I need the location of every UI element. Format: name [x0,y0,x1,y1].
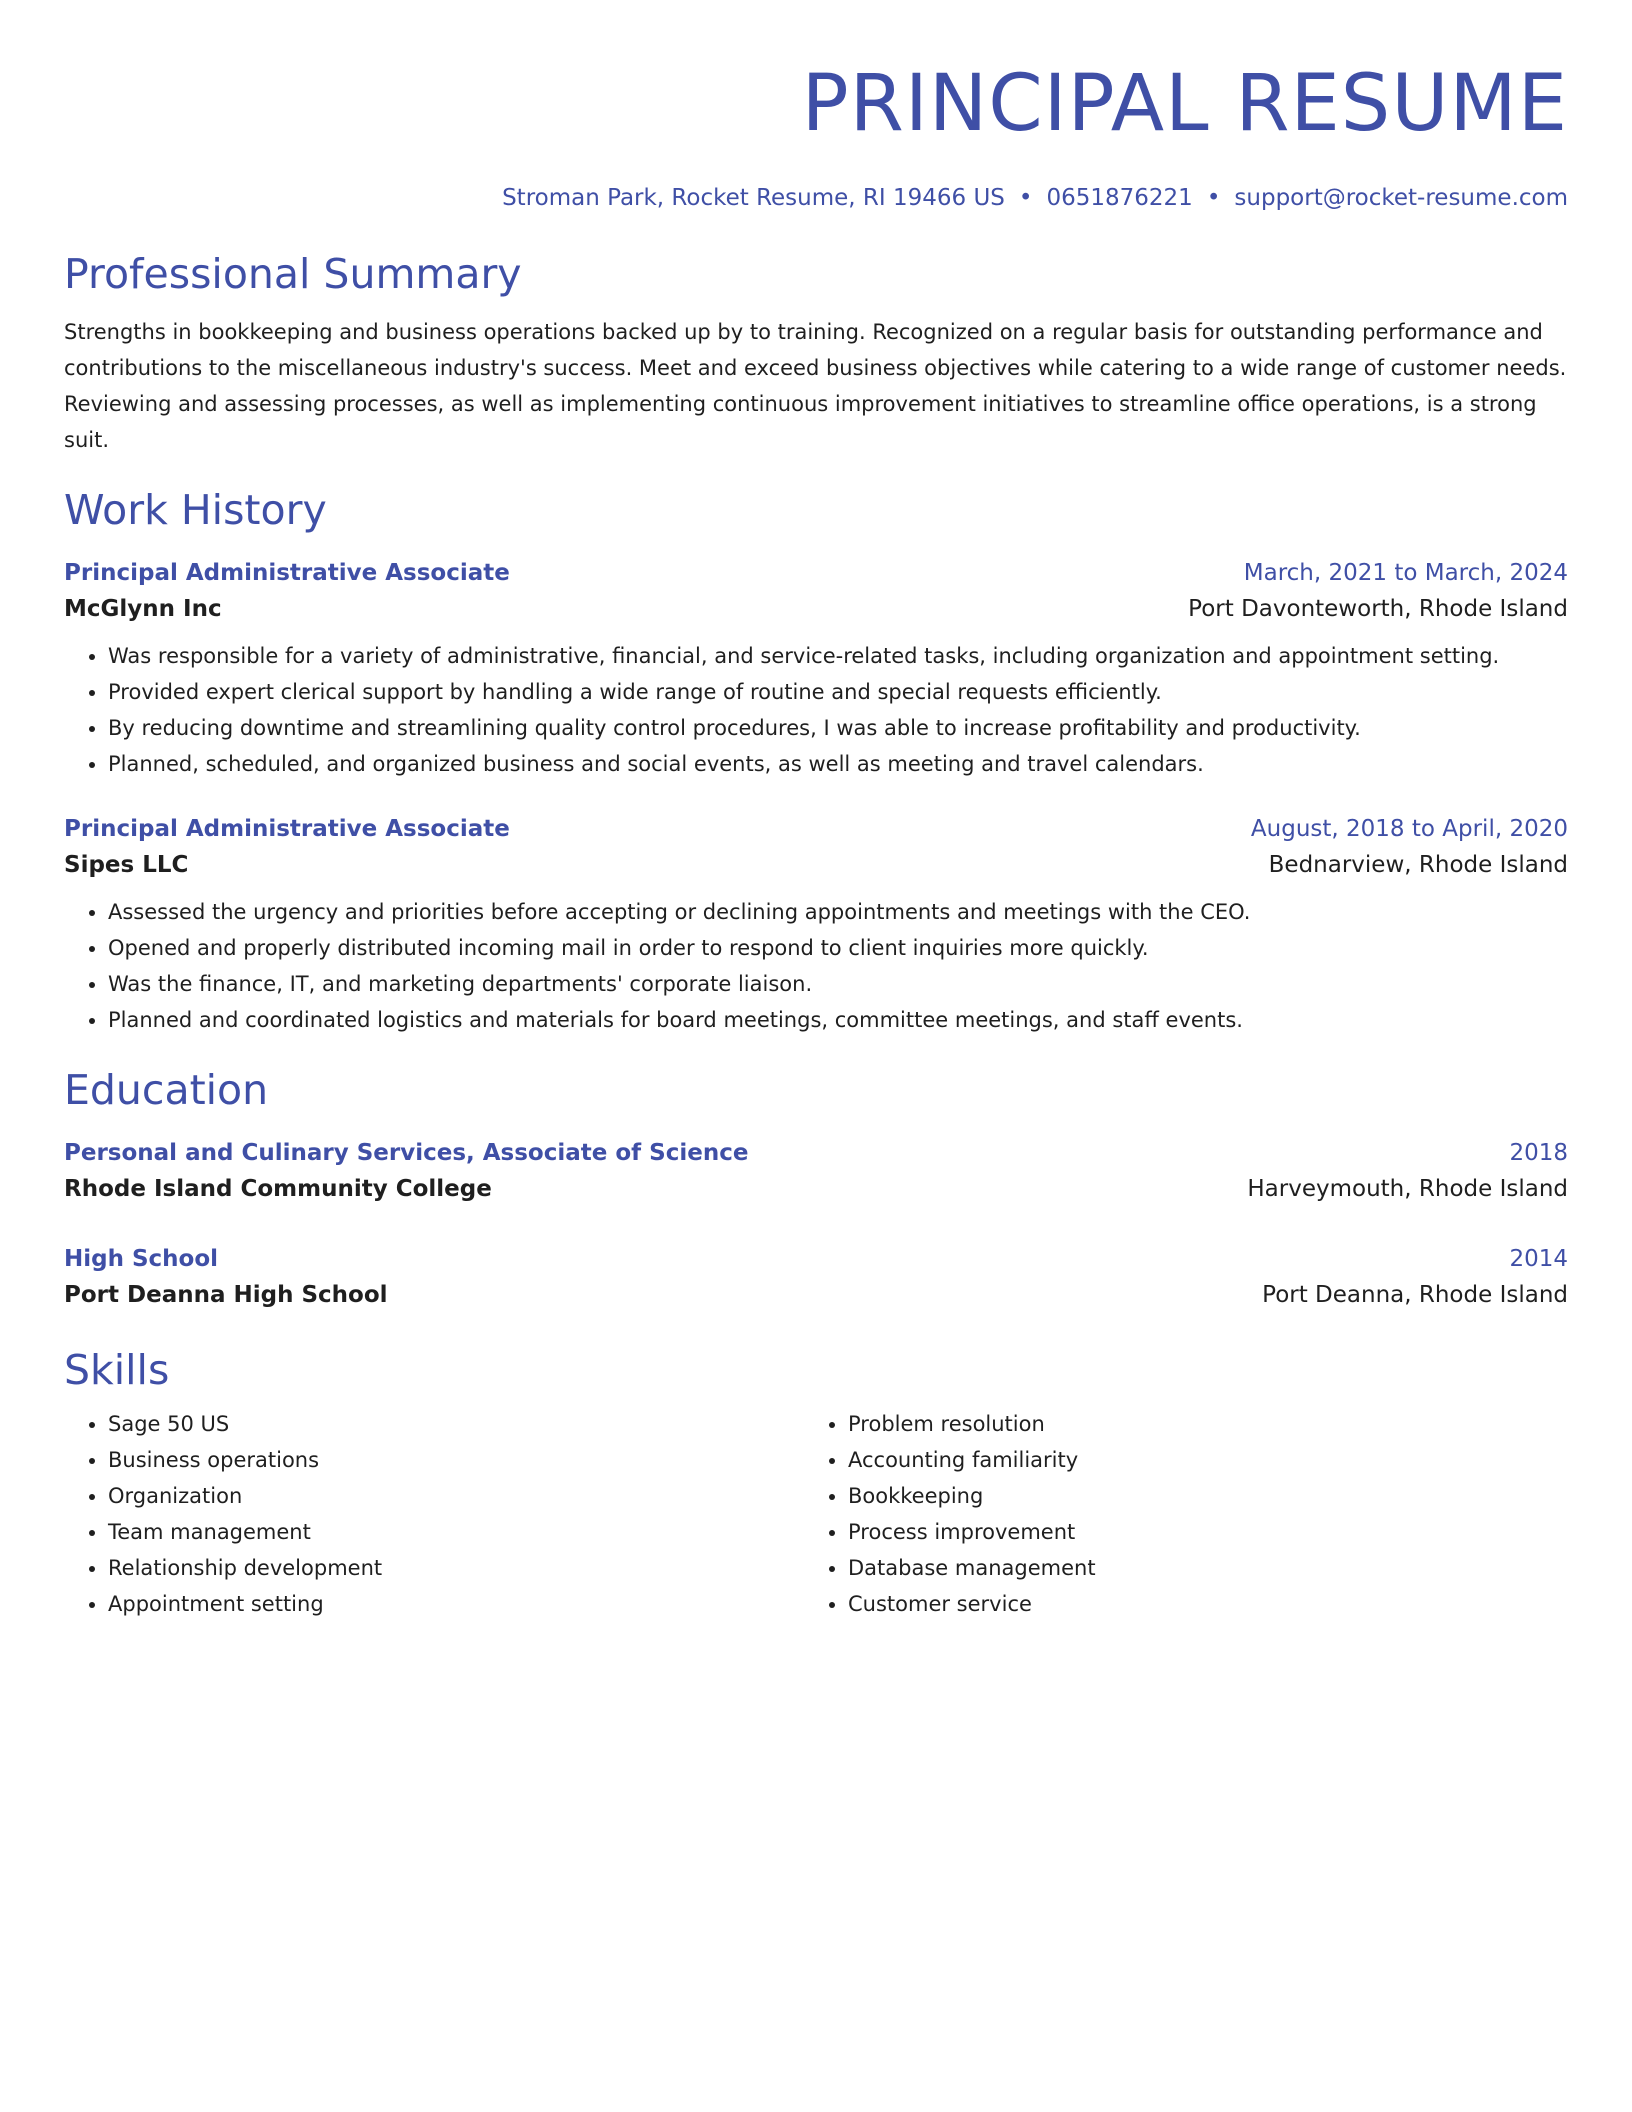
contact-email: support@rocket-resume.com [1234,185,1568,211]
skill-item: • Customer service [848,1586,1544,1622]
skill-item: • Appointment setting [108,1586,804,1622]
skill-item: • Team management [108,1514,804,1550]
job-position: Principal Administrative Associate [64,560,510,586]
job-bullet: • By reducing downtime and streamlining quality control procedures, I was able to increase profitability and productivity. [108,710,1568,746]
job-company-row [64,590,1568,628]
resume-header [64,56,1568,214]
work-history-heading: Work History [64,486,327,534]
education-degree: Personal and Culinary Services, Associate of Science [64,1140,749,1166]
education-header-row [64,1136,1568,1170]
contact-separator: • [1206,185,1221,211]
job-header-row [64,556,1568,590]
job-position: Principal Administrative Associate [64,816,510,842]
skill-item: • Sage 50 US [108,1406,804,1442]
job-location: Port Davonteworth, Rhode Island [1188,596,1568,622]
skill-item: • Business operations [108,1442,804,1478]
skills-heading: Skills [64,1346,170,1394]
education-school: Port Deanna High School [64,1282,388,1308]
job-header-row [64,812,1568,846]
job-entry [64,812,1568,1038]
job-bullet: • Was responsible for a variety of administrative, financial, and service-related tasks, including organization and appointment setting. [108,638,1568,674]
education-header-row [64,1242,1568,1276]
job-location: Bednarview, Rhode Island [1268,852,1568,878]
job-company: Sipes LLC [64,852,189,878]
skill-item: • Relationship development [108,1550,804,1586]
skills-columns [64,1406,1568,1622]
skill-item: • Process improvement [848,1514,1544,1550]
skills-list-left [64,1406,804,1622]
education-school-row [64,1170,1568,1208]
education-location: Port Deanna, Rhode Island [1262,1282,1568,1308]
job-bullet: • Planned and coordinated logistics and materials for board meetings, committee meetings, and staff events. [108,1002,1568,1038]
education-heading: Education [64,1066,269,1114]
resume-name: PRINCIPAL RESUME [801,59,1568,149]
contact-line [64,182,1568,214]
job-company: McGlynn Inc [64,596,222,622]
skill-item: • Organization [108,1478,804,1514]
job-dates: August, 2018 to April, 2020 [1250,816,1568,842]
job-bullets [64,894,1568,1038]
education-location: Harveymouth, Rhode Island [1247,1176,1568,1202]
job-entry [64,556,1568,782]
job-bullet: • Provided expert clerical support by handling a wide range of routine and special requests efficiently. [108,674,1568,710]
contact-address: Stroman Park, Rocket Resume, RI 19466 US [502,185,1005,211]
summary-heading: Professional Summary [64,250,522,298]
summary-text: Strengths in bookkeeping and business operations backed up by to training. Recognized on a regular basis for outstanding performance and contributions to the miscellaneous industry's success. Meet and exceed business objectives while catering to a wide range of customer needs. Reviewing and assessing processes, as well as implementing continuous improvement initiatives to streamline office operations, is a strong suit. [64,320,1567,452]
education-year: 2018 [1509,1140,1568,1166]
education-degree: High School [64,1246,219,1272]
job-company-row [64,846,1568,884]
contact-separator: • [1018,185,1033,211]
skill-item: • Accounting familiarity [848,1442,1544,1478]
skill-item: • Bookkeeping [848,1478,1544,1514]
job-dates: March, 2021 to March, 2024 [1243,560,1568,586]
skill-item: • Problem resolution [848,1406,1544,1442]
skill-item: • Database management [848,1550,1544,1586]
education-year: 2014 [1509,1246,1568,1272]
education-school: Rhode Island Community College [64,1176,492,1202]
education-entry [64,1136,1568,1208]
job-bullet: • Was the finance, IT, and marketing departments' corporate liaison. [108,966,1568,1002]
skills-list-right [804,1406,1544,1622]
contact-phone: 0651876221 [1046,185,1193,211]
education-school-row [64,1276,1568,1314]
education-entry [64,1242,1568,1314]
job-bullets [64,638,1568,782]
job-bullet: • Assessed the urgency and priorities before accepting or declining appointments and meetings with the CEO. [108,894,1568,930]
job-bullet: • Planned, scheduled, and organized business and social events, as well as meeting and travel calendars. [108,746,1568,782]
job-bullet: • Opened and properly distributed incoming mail in order to respond to client inquiries more quickly. [108,930,1568,966]
